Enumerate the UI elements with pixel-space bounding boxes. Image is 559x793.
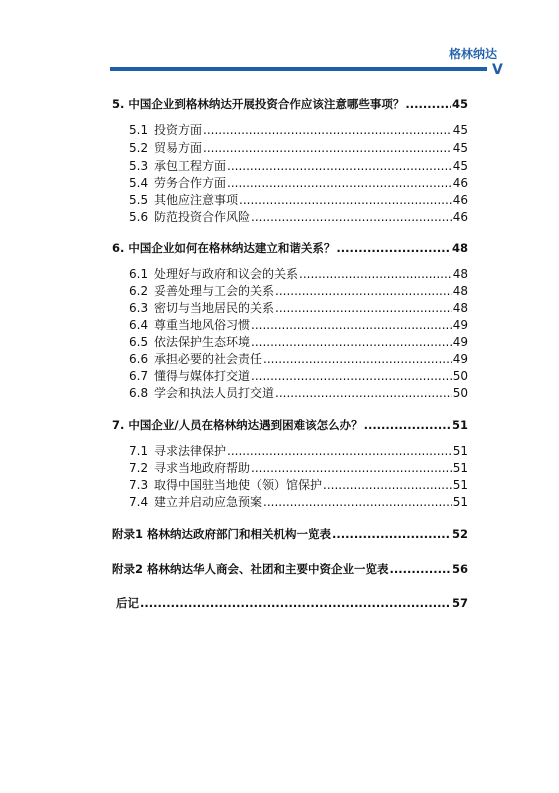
toc-entry-number: 5.5	[129, 193, 149, 207]
toc-entry-6-6[interactable]	[129, 350, 468, 367]
toc-entry-5-4[interactable]	[129, 174, 468, 191]
toc-entry-number: 5.4	[129, 176, 149, 190]
toc-entry-chapter-7[interactable]	[112, 417, 468, 433]
toc-entry-title: 中国企业如何在格林纳达建立和谐关系？	[128, 241, 336, 255]
toc-entry-number: 7.4	[129, 495, 149, 509]
toc-entry-6-8[interactable]	[129, 384, 468, 401]
toc-entry-title: 建立并启动应急预案	[154, 495, 263, 509]
toc-entry-5-1[interactable]	[129, 121, 468, 138]
toc-entry-title: 处理好与政府和议会的关系	[154, 267, 299, 281]
toc-entry-page: 48	[452, 284, 468, 298]
toc-entry-number: 6.	[112, 241, 125, 255]
toc-entry-number: 7.	[112, 418, 125, 432]
toc-entry-title: 格林纳达华人商会、社团和主要中资企业一览表	[147, 562, 389, 576]
toc-entry-page: 57	[451, 596, 468, 610]
toc-leader-dots	[251, 318, 452, 332]
toc-entry-number: 6.1	[129, 267, 149, 281]
toc-leader-dots	[251, 369, 452, 383]
toc-entry-number: 附录2	[112, 562, 144, 576]
toc-entry-appendix-1[interactable]	[112, 526, 468, 542]
toc-leader-dots	[203, 123, 452, 137]
toc-leader-dots	[263, 352, 452, 366]
toc-entry-title: 投资方面	[154, 123, 203, 137]
toc-leader-dots	[251, 210, 452, 224]
toc-entry-title: 寻求当地政府帮助	[154, 461, 251, 475]
toc-leader-dots	[275, 301, 452, 315]
toc-entry-page: 51	[452, 495, 468, 509]
toc-entry-number: 6.6	[129, 352, 149, 366]
toc-entry-7-4[interactable]	[129, 493, 468, 510]
toc-entry-page: 49	[452, 335, 468, 349]
toc-leader-dots	[239, 193, 452, 207]
toc-entry-title: 取得中国驻当地使（领）馆保护	[154, 478, 323, 492]
toc-entry-page: 51	[451, 418, 468, 432]
toc-leader-dots	[364, 418, 451, 432]
toc-leader-dots	[275, 284, 452, 298]
toc-leader-dots	[299, 267, 452, 281]
toc-entry-page: 49	[452, 318, 468, 332]
toc-entry-number: 7.3	[129, 478, 149, 492]
toc-entry-number: 5.2	[129, 141, 149, 155]
toc-entry-number: 附录1	[112, 527, 144, 541]
toc-entry-page: 56	[451, 562, 468, 576]
toc-entry-page: 51	[452, 478, 468, 492]
toc-entry-page: 48	[452, 301, 468, 315]
toc-entry-number: 7.2	[129, 461, 149, 475]
toc-leader-dots	[227, 176, 452, 190]
toc-entry-5-3[interactable]	[129, 157, 468, 174]
toc-entry-6-7[interactable]	[129, 367, 468, 384]
toc-entry-number: 6.4	[129, 318, 149, 332]
toc-entry-title: 劳务合作方面	[154, 176, 227, 190]
toc-entry-number: 6.7	[129, 369, 149, 383]
toc-entry-6-5[interactable]	[129, 333, 468, 350]
toc-entry-5-6[interactable]	[129, 208, 468, 225]
toc-entry-title: 依法保护生态环境	[154, 335, 251, 349]
toc-leader-dots	[275, 386, 452, 400]
toc-leader-dots	[332, 527, 451, 541]
toc-entry-number: 6.8	[129, 386, 149, 400]
toc-entry-page: 45	[452, 123, 468, 137]
toc-entry-6-4[interactable]	[129, 316, 468, 333]
toc-entry-title: 密切与当地居民的关系	[154, 301, 275, 315]
toc-entry-number: 7.1	[129, 444, 149, 458]
toc-entry-7-2[interactable]	[129, 459, 468, 476]
toc-entry-6-1[interactable]	[129, 265, 468, 282]
toc-leader-dots	[405, 97, 451, 111]
toc-entry-5-2[interactable]	[129, 139, 468, 156]
toc-entry-page: 45	[452, 159, 468, 173]
toc-entry-title: 其他应注意事项	[154, 193, 239, 207]
toc-entry-number: 5.1	[129, 123, 149, 137]
toc-entry-page: 52	[451, 527, 468, 541]
toc-leader-dots	[390, 562, 451, 576]
running-header-title: 格林纳达	[448, 47, 497, 61]
toc-entry-title: 中国企业到格林纳达开展投资合作应该注意哪些事项？	[128, 97, 405, 111]
toc-entry-number: 6.2	[129, 284, 149, 298]
toc-entry-7-1[interactable]	[129, 442, 468, 459]
toc-entry-afterword[interactable]	[112, 595, 468, 611]
toc-entry-page: 48	[451, 241, 468, 255]
toc-entry-title: 中国企业/人员在格林纳达遇到困难该怎么办？	[128, 418, 363, 432]
toc-entry-page: 51	[452, 444, 468, 458]
toc-entry-page: 46	[452, 176, 468, 190]
toc-entry-title: 格林纳达政府部门和相关机构一览表	[147, 527, 332, 541]
toc-entry-title: 防范投资合作风险	[154, 210, 251, 224]
toc-leader-dots	[227, 159, 452, 173]
toc-entry-page: 46	[452, 210, 468, 224]
toc-entry-title: 尊重当地风俗习惯	[154, 318, 251, 332]
toc-entry-page: 45	[452, 141, 468, 155]
toc-leader-dots	[323, 478, 452, 492]
toc-entry-number: 5.6	[129, 210, 149, 224]
toc-entry-number: 6.3	[129, 301, 149, 315]
toc-entry-title: 后记	[116, 596, 139, 610]
toc-entry-7-3[interactable]	[129, 476, 468, 493]
toc-entry-title: 承包工程方面	[154, 159, 227, 173]
toc-entry-page: 48	[452, 267, 468, 281]
toc-leader-dots	[251, 335, 452, 349]
toc-entry-appendix-2[interactable]	[112, 561, 468, 577]
toc-entry-number: 5.3	[129, 159, 149, 173]
toc-entry-number: 5.	[112, 97, 125, 111]
toc-entry-6-2[interactable]	[129, 282, 468, 299]
toc-leader-dots	[251, 461, 452, 475]
toc-entry-page: 50	[452, 369, 468, 383]
toc-leader-dots	[336, 241, 451, 255]
toc-leader-dots	[227, 444, 452, 458]
toc-leader-dots	[203, 141, 452, 155]
toc-entry-chapter-6[interactable]	[112, 240, 468, 256]
toc-entry-title: 懂得与媒体打交道	[154, 369, 251, 383]
toc-entry-page: 50	[452, 386, 468, 400]
toc-entry-page: 46	[452, 193, 468, 207]
toc-leader-dots	[263, 495, 452, 509]
page-number-roman: V	[492, 62, 503, 78]
toc-entry-chapter-5[interactable]	[112, 96, 468, 112]
toc-entry-title: 寻求法律保护	[154, 444, 227, 458]
toc-entry-page: 45	[451, 97, 468, 111]
toc-entry-number: 6.5	[129, 335, 149, 349]
toc-entry-title: 学会和执法人员打交道	[154, 386, 275, 400]
toc-entry-title: 妥善处理与工会的关系	[154, 284, 275, 298]
toc-entry-5-5[interactable]	[129, 191, 468, 208]
toc-leader-dots	[140, 596, 451, 610]
toc-entry-title: 贸易方面	[154, 141, 203, 155]
toc-entry-page: 51	[452, 461, 468, 475]
toc-entry-page: 49	[452, 352, 468, 366]
toc-entry-6-3[interactable]	[129, 299, 468, 316]
toc-entry-title: 承担必要的社会责任	[154, 352, 263, 366]
